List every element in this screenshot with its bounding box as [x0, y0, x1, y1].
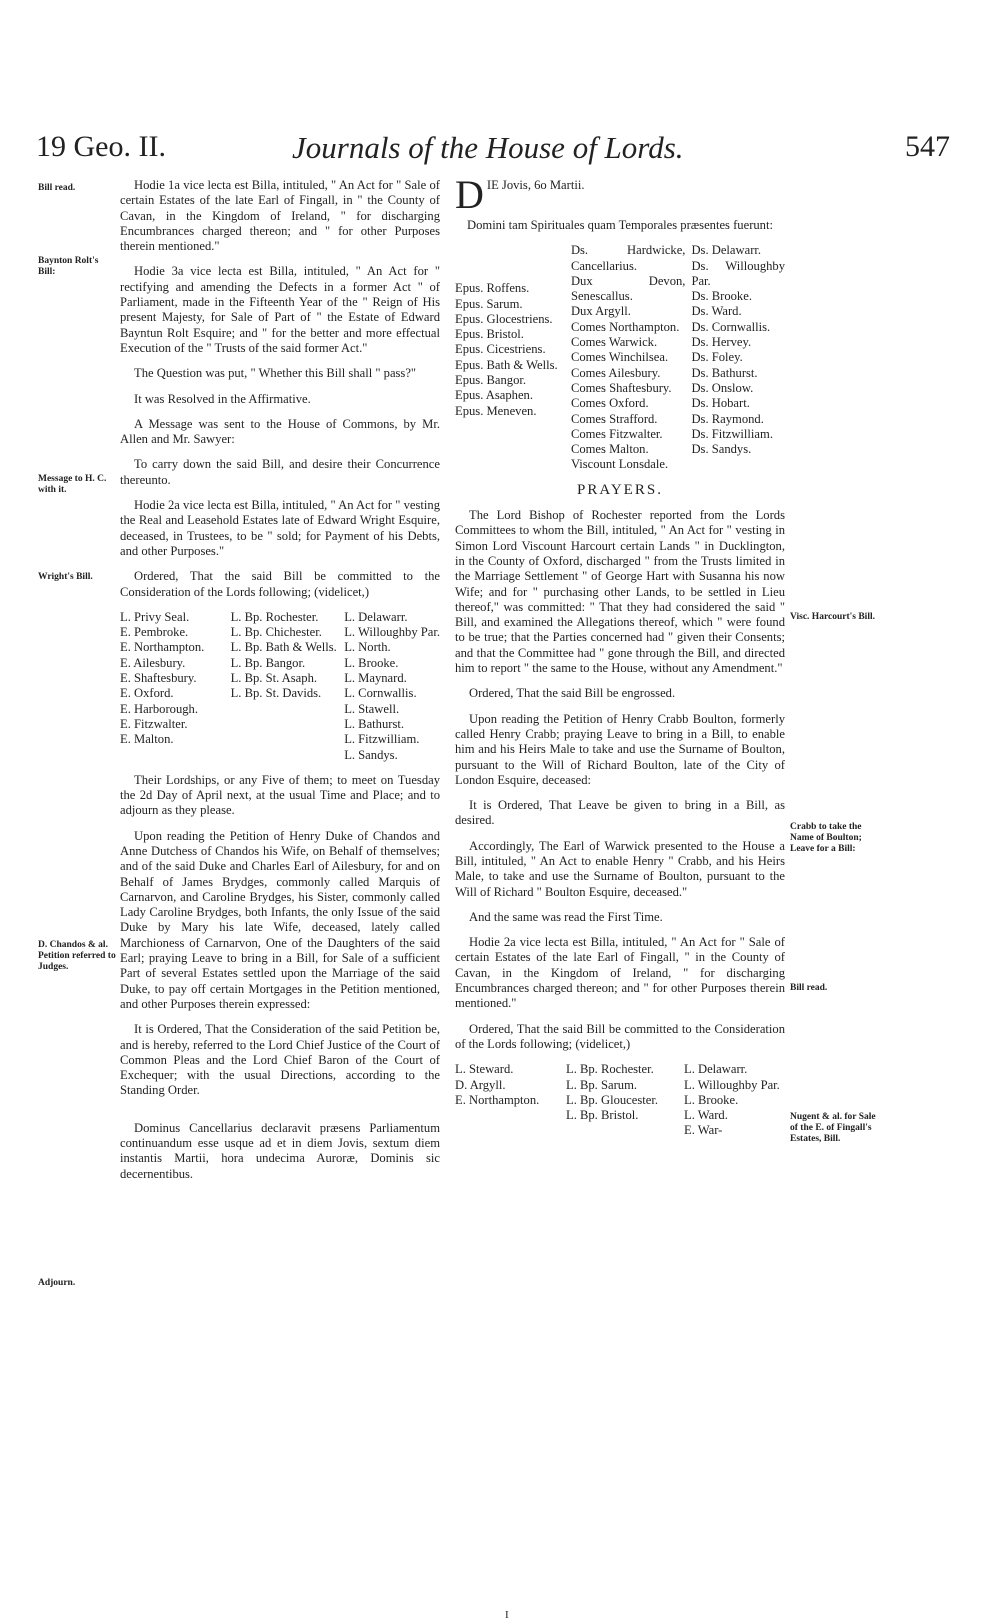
lord-name: Epus. Cicestriens.: [455, 342, 546, 357]
entry-text: To carry down the said Bill, and desire their Concurrence thereunto.: [120, 457, 440, 487]
lord-name: Ds. Sandys.: [691, 442, 752, 457]
lord-name: Ds. Hervey.: [691, 335, 752, 350]
section-heading: PRAYERS.: [577, 481, 663, 498]
entry-text: And the same was read the First Time.: [469, 909, 663, 924]
margin-note: Crabb to take the Name of Boulton; Leave for a Bill:: [790, 822, 862, 854]
lord-name: L. Willoughby Par.: [684, 1077, 780, 1092]
lord-name: Ds. Hardwicke, Cancellarius.: [570, 243, 686, 273]
lord-name: E. Shaftesbury.: [120, 671, 197, 686]
margin-note: D. Chandos & al. Petition referred to Judges.: [38, 940, 116, 972]
date-text: IE Jovis, 6o Martii.: [486, 178, 585, 192]
entry-text: The Lord Bishop of Rochester reported from the Lords Committees to whom the Bill, intituled, " An Act for " vesting in Simon Lord Viscount Harcourt certain Lands " in Ducklington, in the County of Oxford, discharged " from the Trusts limited in the Marriage Settlement " of George Hart with Susanna his now Wife; and for " purchasing other Lands, to be settled in Lieu thereof," was committed: " That they had considered the said " Bill, and examined the Allegations thereof, which " were found to be true; that the Parties concerned had " given their Consents; and that the Committee had " gone through the Bill, and directed him to report " the same to the House, without any Amendment.": [455, 508, 785, 676]
entry-text: Upon reading the Petition of Henry Duke of Chandos and Anne Dutchess of Chandos his Wife, on Behalf of themselves; and of the said Duke and Charles Earl of Ailesbury, for and on Behalf of James Brydges, commonly called Marquis of Carnarvon, and Caroline Brydges, his Sister, commonly called Lady Caroline Brydges, both Infants, the only Issue of the said Duke by Mary his late Wife, deceased, lately called Marchioness of Carnarvon, One of the Daughters of the said Earl; praying Leave to bring in a Bill, for Sale of a sufficient Part of several Estates settled upon the Marriage of the said Duke, to pay off certain Mortgages in the Petition mentioned, and other Purposes therein expressed:: [120, 828, 440, 1011]
lord-name: L. Willoughby Par.: [344, 625, 440, 640]
margin-note: Baynton Rolt's Bill:: [38, 256, 99, 277]
lord-name: Epus. Bangor.: [455, 373, 527, 388]
adjournment-text: Dominus Cancellarius declaravit præsens Parliamentum continuandum esse usque ad et in diem Jovis, sextum diem instantis Martii, hora undecima Auroræ, Dominis sic decernentibus.: [120, 1120, 440, 1181]
present-column: [571, 243, 686, 472]
present-heading: Domini tam Spirituales quam Temporales præsentes fuerunt:: [467, 218, 773, 232]
entry-text: Hodie 1a vice lecta est Billa, intituled, " An Act for " Sale of certain Estates of the late Earl of Fingall, in " the County of Cavan, in the Kingdom of Ireland, " for discharging Encumbrances charged thereon; and " for other Purposes therein mentioned.": [120, 178, 440, 254]
page-header: [0, 130, 992, 172]
lord-name: E. Malton.: [120, 732, 174, 747]
lord-name: Ds. Willoughby Par.: [691, 258, 786, 288]
header-title: Journals of the House of Lords.: [292, 130, 684, 165]
drop-cap: D: [455, 172, 484, 217]
committee-column: [455, 1062, 560, 1138]
entry-text: Hodie 3a vice lecta est Billa, intituled, " An Act for " rectifying and amending the Defects in a former Act " of Parliament, made in the Fifteenth Year of the " Reign of His present Majesty, for Sale of Part of " the Estate of Edward Bayntun Rolt Esquire; and " for the better and more effectual Execution of the " Trusts of the said former Act.": [120, 264, 440, 355]
lord-name: Comes Malton.: [570, 442, 649, 457]
lord-name: L. Sandys.: [344, 747, 398, 762]
lord-name: Epus. Bristol.: [455, 327, 524, 342]
entry-text: Accordingly, The Earl of Warwick presented to the House a Bill, intituled, " An Act to enable Henry " Crabb, and his Heirs Male, to take and use the Surname of Boulton, pursuant to the Will of Richard " Boulton Esquire, deceased.": [455, 838, 785, 899]
lord-name: Epus. Roffens.: [455, 281, 530, 296]
entry-text: The Question was put, " Whether this Bill shall " pass?": [134, 366, 417, 381]
lord-name: E. Harborough.: [120, 701, 198, 716]
lord-name: L. Fitzwilliam.: [344, 732, 420, 747]
order-text: Ordered, That the said Bill be committed to the Consideration of the Lords following; (videlicet,): [455, 1021, 785, 1051]
lord-name: Ds. Onslow.: [691, 380, 754, 395]
present-column: [455, 243, 565, 472]
present-list: [455, 243, 785, 472]
lord-name: L. Bp. Bangor.: [230, 655, 306, 670]
lord-name: E. Northampton.: [455, 1092, 540, 1107]
lord-name: L. Bp. Gloucester.: [566, 1092, 658, 1107]
order-text: It is Ordered, That Leave be given to bring in a Bill, as desired.: [455, 798, 785, 828]
lord-name: L. Bp. Bristol.: [566, 1108, 639, 1123]
lord-name: Comes Oxford.: [570, 396, 649, 411]
lord-name: E. Pembroke.: [120, 625, 189, 640]
margin-note: Bill read.: [790, 983, 828, 993]
order-text: Ordered, That the said Bill be engrossed.: [469, 686, 676, 701]
lord-name: L. Bp. Chichester.: [230, 625, 322, 640]
present-column: [691, 243, 785, 472]
lord-name: Epus. Glocestriens.: [455, 311, 553, 326]
lord-name: L. Bathurst.: [344, 716, 405, 731]
lord-name: L. Cornwallis.: [344, 686, 417, 701]
entry-text: Hodie 2a vice lecta est Billa, intituled, " An Act for " vesting the Real and Leasehold Estates late of Edward Wright Esquire, deceased, in Trustees, to be " sold; for Payment of his Debts, and other Purposes.": [120, 498, 440, 558]
lord-name: Epus. Sarum.: [455, 296, 523, 311]
sitting-date: [455, 172, 785, 217]
margin-note: Bill read.: [38, 183, 76, 193]
margin-note: Adjourn.: [38, 1278, 76, 1288]
lord-name: Dux Devon, Senescallus.: [570, 273, 686, 304]
margin-note: Visc. Harcourt's Bill.: [790, 612, 875, 622]
lord-name: Comes Shaftesbury.: [570, 380, 672, 395]
entry-text: A Message was sent to the House of Commons, by Mr. Allen and Mr. Sawyer:: [120, 416, 440, 447]
lord-name: L. North.: [344, 640, 391, 655]
left-column: [120, 178, 440, 1192]
lord-name: L. Bp. Bath & Wells.: [230, 640, 337, 655]
lord-name: E. Ailesbury.: [120, 655, 186, 670]
order-text: It is Ordered, That the Consideration of the said Petition be, and is hereby, referred to the Lord Chief Justice of the Court of Common Pleas and the Lord Chief Baron of the Court of Exchequer; with the usual Directions, according to the Standing Order.: [120, 1022, 440, 1098]
lord-name: L. Bp. St. Asaph.: [230, 671, 318, 686]
lord-name: Comes Ailesbury.: [570, 365, 661, 380]
margin-note: Wright's Bill.: [38, 572, 93, 582]
committee-column: [566, 1062, 678, 1138]
lord-name: L. Brooke.: [344, 655, 399, 670]
lord-name: Dux Argyll.: [570, 304, 631, 319]
lord-name: Ds. Brooke.: [691, 289, 752, 304]
lord-name: Comes Strafford.: [570, 411, 658, 426]
order-text: Ordered, That the said Bill be committed to the Consideration of the Lords following; (videlicet,): [120, 569, 440, 599]
lord-name: Epus. Bath & Wells.: [455, 357, 558, 372]
lord-name: Ds. Raymond.: [691, 411, 764, 426]
committee-column: [231, 610, 339, 763]
lord-name: L. Delawarr.: [344, 609, 408, 624]
lord-name: E. Northampton.: [120, 640, 205, 655]
lord-name: Epus. Meneven.: [455, 403, 537, 418]
lord-name: Epus. Asaphen.: [455, 388, 534, 403]
lord-name: Ds. Hobart.: [691, 396, 750, 411]
entry-text: Hodie 2a vice lecta est Billa, intituled, " An Act for " Sale of certain Estates of the late Earl of Fingall, " in the County of Cavan, in the Kingdom of Ireland, " for discharging Encumbrances charged thereon; and " for other Purposes therein mentioned.": [455, 935, 785, 1011]
committee-list: [120, 610, 440, 763]
lord-name: Ds. Ward.: [691, 304, 742, 319]
committee-column: [120, 610, 225, 763]
entry-text: Their Lordships, or any Five of them; to meet on Tuesday the 2d Day of April next, at the usual Time and Place; and to adjourn as they please.: [120, 772, 440, 818]
margin-note: Nugent & al. for Sale of the E. of Fingall's Estates, Bill.: [790, 1112, 876, 1144]
lord-name: Ds. Cornwallis.: [691, 319, 771, 334]
lord-name: Ds. Delawarr.: [691, 243, 762, 258]
committee-list: [455, 1062, 785, 1138]
lord-name: L. Stawell.: [344, 701, 400, 716]
lord-name: L. Privy Seal.: [120, 609, 190, 624]
lord-name: Ds. Fitzwilliam.: [691, 426, 773, 441]
lord-name: L. Bp. St. Davids.: [230, 686, 322, 701]
committee-column: [684, 1062, 780, 1138]
lord-name: L. Delawarr.: [684, 1062, 748, 1077]
lord-name: Viscount Lonsdale.: [570, 457, 669, 472]
lord-name: L. Bp. Rochester.: [566, 1062, 654, 1077]
lord-name: L. Bp. Rochester.: [230, 609, 319, 624]
lord-name: Comes Winchilsea.: [570, 350, 669, 365]
lord-name: L. Maynard.: [344, 671, 407, 686]
lord-name: L. Bp. Sarum.: [566, 1077, 638, 1092]
page-number: 547: [905, 130, 950, 163]
signature-mark: I: [505, 1609, 509, 1621]
lord-name: Ds. Bathurst.: [691, 365, 758, 380]
lord-name: Comes Northampton.: [570, 319, 680, 334]
committee-column: [344, 610, 440, 763]
lord-name: Comes Fitzwalter.: [570, 426, 663, 441]
lord-name: L. Brooke.: [684, 1092, 739, 1107]
lord-name: E. Oxford.: [120, 686, 174, 701]
lord-name: E. Fitzwalter.: [120, 716, 188, 731]
entry-text: Upon reading the Petition of Henry Crabb Boulton, formerly called Henry Crabb; praying Leave to bring in a Bill, to enable him and his Heirs Male to take and use the Surname of Boulton, pursuant to the Will of Richard Boulton, late of the City of London Esquire, deceased:: [455, 711, 785, 787]
lord-name: L. Steward.: [455, 1062, 514, 1077]
entry-text: It was Resolved in the Affirmative.: [134, 391, 311, 406]
margin-note: Message to H. C. with it.: [38, 474, 107, 495]
right-column: [455, 172, 786, 1149]
header-regnal-year: 19 Geo. II.: [36, 130, 166, 163]
lord-name: Ds. Foley.: [691, 350, 743, 365]
lord-name: L. Ward.: [684, 1108, 728, 1123]
lord-name: Comes Warwick.: [570, 335, 658, 350]
lord-name: D. Argyll.: [455, 1077, 506, 1092]
catchword: E. War-: [684, 1123, 723, 1138]
